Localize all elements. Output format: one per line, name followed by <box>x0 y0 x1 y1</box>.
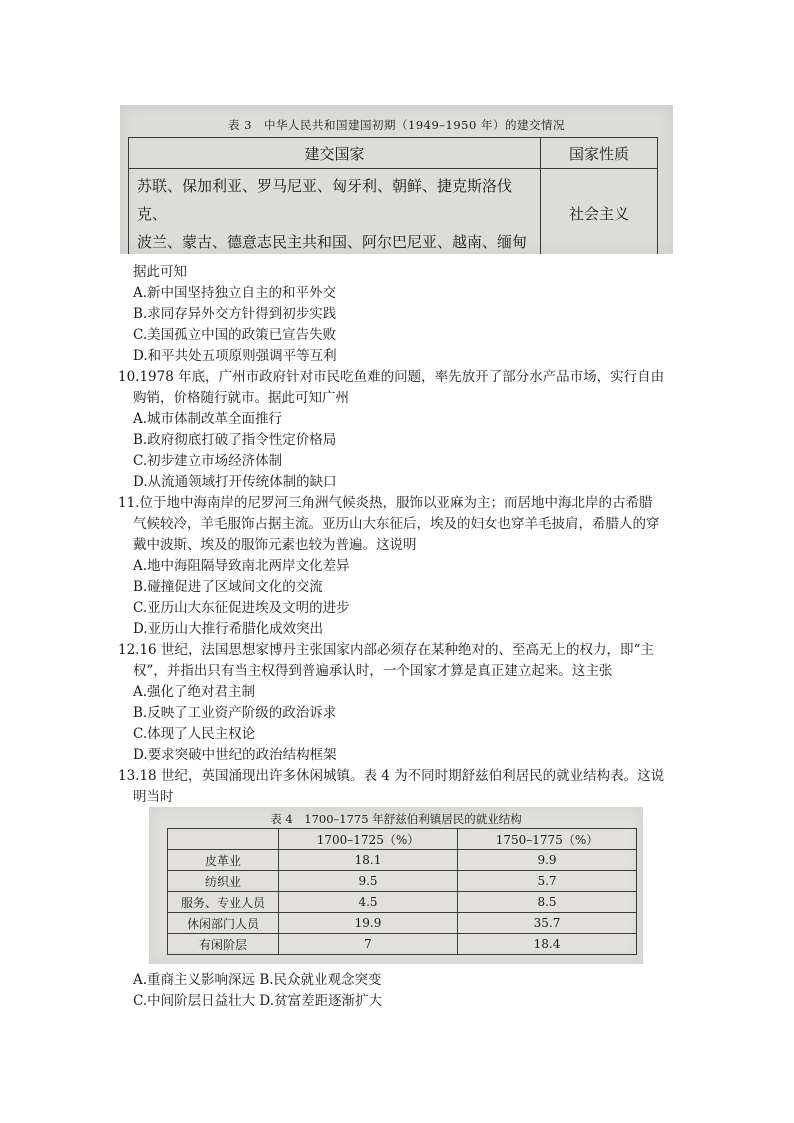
table3-countries-line: 苏联、保加利亚、罗马尼亚、匈牙利、朝鲜、捷克斯洛伐克、 <box>137 177 513 223</box>
table3 <box>128 137 658 254</box>
q12-option-d: D.要求突破中世纪的政治结构框架 <box>133 747 337 763</box>
q11-option-c: C.亚历山大东征促进埃及文明的进步 <box>133 600 350 616</box>
q9-option-a: A.新中国坚持独立自主的和平外交 <box>133 285 337 301</box>
table4-cell: 4.5 <box>279 892 458 913</box>
question-text-block <box>118 262 688 808</box>
table-header-row <box>168 829 637 850</box>
table-row <box>168 913 637 934</box>
q13-stem-line: 明当时 <box>133 789 174 805</box>
table4-cell: 9.9 <box>458 850 637 871</box>
table4-row-label: 纺织业 <box>168 871 279 892</box>
q12-option-a: A.强化了绝对君主制 <box>133 684 256 700</box>
q11-option-b: B.碰撞促进了区域间文化的交流 <box>133 579 323 595</box>
table4-header-period2: 1750–1775（%） <box>458 829 637 850</box>
table-row <box>168 850 637 871</box>
q11-option-d: D.亚历山大推行希腊化成效突出 <box>133 621 324 637</box>
q11-stem-line: 11.位于地中海南岸的尼罗河三角洲气候炎热，服饰以亚麻为主；而居地中海北岸的古希腊 <box>118 495 653 511</box>
table3-countries-cell <box>129 169 541 255</box>
table4-caption: 表 4 1700–1775 年舒兹伯利镇居民的就业结构 <box>270 812 522 826</box>
q10-option-d: D.从流通领域打开传统体制的缺口 <box>133 474 337 490</box>
table-header-row <box>129 138 658 169</box>
q13-options-block <box>118 970 688 1012</box>
q9-option-d: D.和平共处五项原则强调平等互利 <box>133 348 337 364</box>
table4-header-blank <box>168 829 279 850</box>
table3-photo <box>120 105 673 254</box>
table4-row-label: 休闲部门人员 <box>168 913 279 934</box>
table3-countries-line: 波兰、蒙古、德意志民主共和国、阿尔巴尼亚、越南、缅甸 <box>137 233 528 251</box>
q9-option-b: B.求同存异外交方针得到初步实践 <box>133 306 337 322</box>
q9-option-c: C.美国孤立中国的政策已宣告失败 <box>133 327 337 343</box>
table4-cell: 18.4 <box>458 934 637 955</box>
q13-options-line: C.中间阶层日益壮大 D.贫富差距逐渐扩大 <box>133 993 383 1009</box>
table4-cell: 8.5 <box>458 892 637 913</box>
q10-stem-line: 购销，价格随行就市。据此可知广州 <box>133 390 349 406</box>
table4-cell: 18.1 <box>279 850 458 871</box>
table4-cell: 5.7 <box>458 871 637 892</box>
q13-stem-line: 13.18 世纪，英国涌现出许多休闲城镇。表 4 为不同时期舒兹伯利居民的就业结构表。这说 <box>118 768 665 784</box>
table-row <box>168 892 637 913</box>
q9-stem: 据此可知 <box>133 264 187 280</box>
table4 <box>167 828 637 955</box>
table4-row-label: 皮革业 <box>168 850 279 871</box>
table-row <box>129 169 658 255</box>
table4-row-label: 有闲阶层 <box>168 934 279 955</box>
q12-stem-line: 权”，并指出只有当主权得到普遍承认时，一个国家才算是真正建立起来。这主张 <box>133 663 613 679</box>
table3-nature-cell: 社会主义 <box>541 169 658 255</box>
q11-option-a: A.地中海阻隔导致南北两岸文化差异 <box>133 558 350 574</box>
table4-cell: 9.5 <box>279 871 458 892</box>
q10-stem-line: 10.1978 年底，广州市政府针对市民吃鱼难的问题，率先放开了部分水产品市场，实行自由 <box>118 369 665 385</box>
table4-photo <box>149 807 643 964</box>
q10-option-a: A.城市体制改革全面推行 <box>133 411 283 427</box>
table3-header-nature: 国家性质 <box>541 138 658 169</box>
q13-options-line: A.重商主义影响深远 B.民众就业观念突变 <box>133 972 382 988</box>
q10-option-b: B.政府彻底打破了指令性定价格局 <box>133 432 337 448</box>
q11-stem-line: 气候较冷，羊毛服饰占据主流。亚历山大东征后，埃及的妇女也穿羊毛披肩，希腊人的穿 <box>133 516 660 532</box>
q12-option-c: C.体现了人民主权论 <box>133 726 256 742</box>
table-row <box>168 934 637 955</box>
table3-header-countries: 建交国家 <box>129 138 541 169</box>
table3-caption: 表 3 中华人民共和国建国初期（1949–1950 年）的建交情况 <box>228 118 565 132</box>
table4-cell: 19.9 <box>279 913 458 934</box>
q12-option-b: B.反映了工业资产阶级的政治诉求 <box>133 705 337 721</box>
table-row <box>168 871 637 892</box>
table4-cell: 7 <box>279 934 458 955</box>
q10-option-c: C.初步建立市场经济体制 <box>133 453 283 469</box>
q11-stem-line: 戴中波斯、埃及的服饰元素也较为普遍。这说明 <box>133 537 417 553</box>
table4-row-label: 服务、专业人员 <box>168 892 279 913</box>
q12-stem-line: 12.16 世纪，法国思想家博丹主张国家内部必须存在某种绝对的、至高无上的权力，即“主 <box>118 642 654 658</box>
table4-cell: 35.7 <box>458 913 637 934</box>
table4-header-period1: 1700–1725（%） <box>279 829 458 850</box>
